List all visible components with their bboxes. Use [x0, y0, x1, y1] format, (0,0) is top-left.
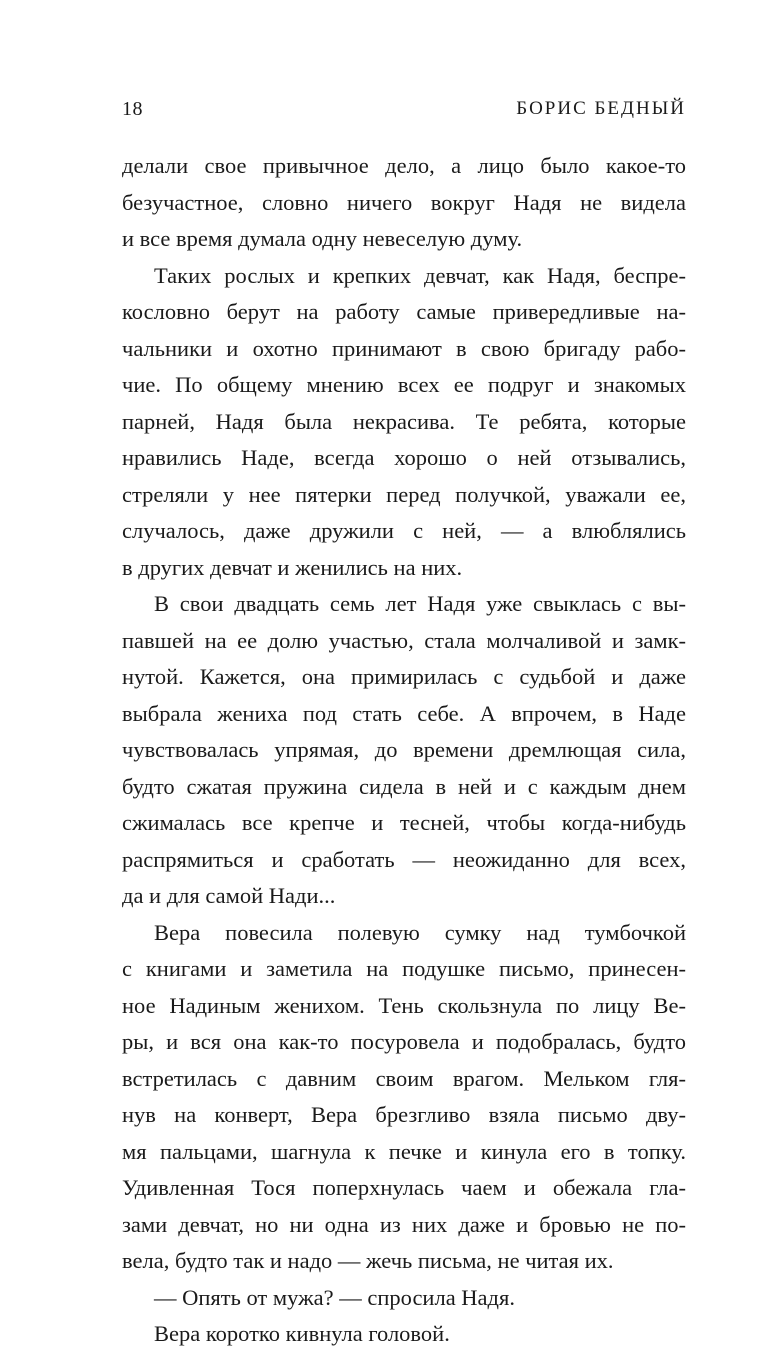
text-line: вела, будто так и надо — жечь письма, не читая их. — [122, 1248, 614, 1273]
text-line: мя пальцами, шагнула к печке и кинула его в топку. — [122, 1138, 686, 1164]
text-line: с книгами и заметила на подушке письмо, принесен- — [122, 956, 686, 981]
text-line: В свои двадцать семь лет Надя уже свыклась с вы- — [154, 591, 686, 616]
text-line: нув на конверт, Вера брезгливо взяла письмо дву- — [122, 1102, 686, 1127]
text-line: зами девчат, но ни одна из них даже и бровью не по- — [122, 1211, 686, 1237]
text-line: в других девчат и женились на них. — [122, 554, 463, 580]
text-line: парней, Надя была некрасива. Те ребята, которые — [122, 408, 686, 434]
text-line: да и для самой Нади... — [122, 883, 336, 908]
text-line: случалось, даже дружили с ней, — а влюблялись — [122, 518, 686, 543]
page-number: 18 — [122, 98, 143, 120]
text-line: Вера повесила полевую сумку над тумбочкой — [154, 919, 686, 945]
text-line: павшей на ее долю участью, стала молчаливой и замк- — [122, 627, 686, 653]
body-text — [122, 148, 686, 1353]
text-line: распрямиться и сработать — неожиданно для всех, — [122, 846, 686, 872]
text-line: будто сжатая пружина сидела в ней и с каждым днем — [122, 773, 686, 799]
text-line: выбрала жениха под стать себе. А впрочем, в Наде — [122, 700, 686, 726]
text-line: Вера коротко кивнула головой. — [154, 1321, 450, 1346]
text-line: нутой. Кажется, она примирилась с судьбой и даже — [122, 664, 686, 689]
text-line: чувствовалась упрямая, до времени дремлющая сила, — [122, 737, 686, 762]
text-line: Удивленная Тося поперхнулась чаем и обежала гла- — [122, 1175, 686, 1200]
running-head-author: БОРИС БЕДНЫЙ — [516, 98, 686, 119]
text-line: — Опять от мужа? — спросила Надя. — [154, 1284, 515, 1310]
text-line: сжималась все крепче и тесней, чтобы когда-нибудь — [122, 810, 686, 835]
text-line: чие. По общему мнению всех ее подруг и знакомых — [122, 372, 686, 397]
text-line: встретилась с давним своим врагом. Мельком гля- — [122, 1065, 686, 1091]
text-line: чальники и охотно принимают в свою бригаду рабо- — [122, 335, 686, 361]
text-line: стреляли у нее пятерки перед получкой, уважали ее, — [122, 481, 686, 507]
text-line: ное Надиным женихом. Тень скользнула по лицу Ве- — [122, 992, 686, 1018]
text-line: нравились Наде, всегда хорошо о ней отзывались, — [122, 445, 686, 470]
text-line: безучастное, словно ничего вокруг Надя не видела — [122, 189, 686, 215]
text-line: кословно берут на работу самые привередливые на- — [122, 299, 686, 324]
text-line: делали свое привычное дело, а лицо было какое-то — [122, 153, 686, 178]
text-line: и все время думала одну невеселую думу. — [122, 226, 523, 251]
text-line: ры, и вся она как-то посуровела и подобралась, будто — [122, 1029, 686, 1054]
text-line: Таких рослых и крепких девчат, как Надя, беспре- — [154, 262, 686, 288]
